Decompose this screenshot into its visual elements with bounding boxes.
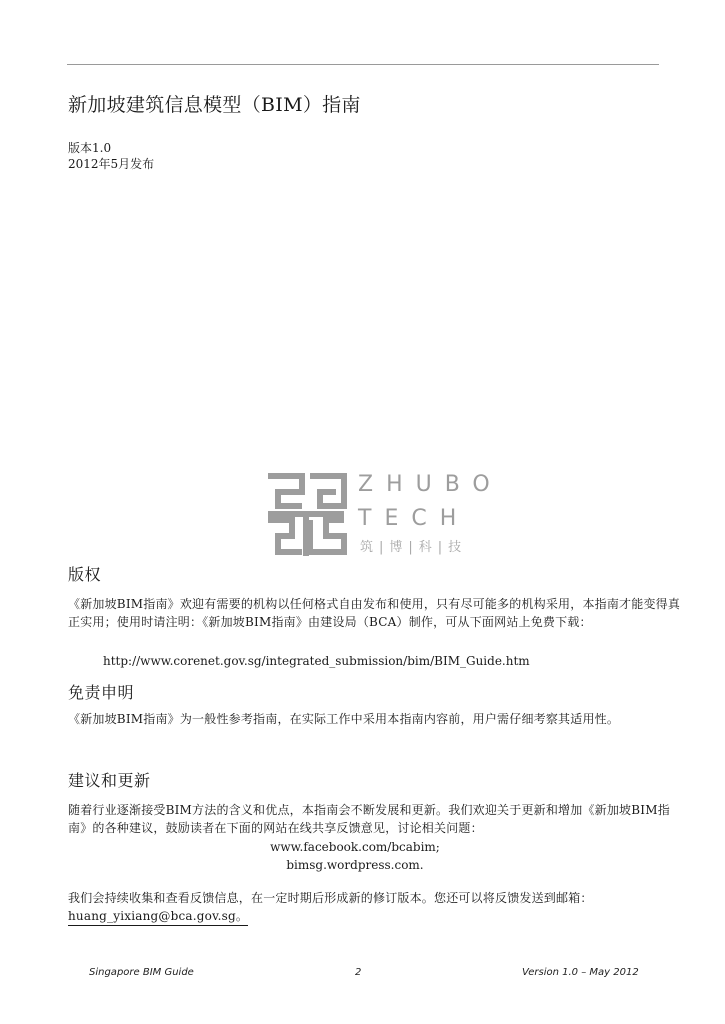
footer-page-number: 2 — [355, 967, 362, 978]
header-rule — [67, 64, 659, 65]
updates-body: 随着行业逐渐接受BIM方法的含义和优点，本指南会不断发展和更新。我们欢迎关于更新和增加《新加坡BIM指南》的各种建议，鼓励读者在下面的网站在线共享反馈意见，讨论相关问题： — [68, 803, 670, 835]
release-date: 2012年5月发布 — [68, 157, 155, 171]
guide-download-link[interactable]: http://www.corenet.gov.sg/integrated_submission/bim/BIM_Guide.htm — [103, 654, 530, 668]
facebook-link[interactable]: www.facebook.com/bcabim; — [270, 840, 440, 854]
feedback-email-link[interactable] — [68, 909, 248, 926]
footer-version: Version 1.0 – May 2012 — [522, 967, 639, 978]
copyright-body: 《新加坡BIM指南》欢迎有需要的机构以任何格式自由发布和使用，只有尽可能多的机构采用，本指南才能变得真正实用；使用时请注明：《新加坡BIM指南》由建设局（BCA）制作，可从下面网站上免费下载： — [68, 597, 681, 629]
copyright-heading: 版权 — [68, 565, 102, 584]
version-label: 版本1.0 — [68, 141, 112, 155]
feedback-text: 我们会持续收集和查看反馈信息，在一定时期后形成新的修订版本。您还可以将反馈发送到邮箱： — [68, 891, 593, 905]
watermark-brand-line-2: TECH — [358, 506, 470, 531]
email-address[interactable]: huang_yixiang@bca.gov.sg — [68, 909, 236, 923]
footer-doc-name: Singapore BIM Guide — [89, 967, 194, 978]
feedback-paragraph — [68, 889, 688, 925]
zhubo-logo-mark-icon — [264, 470, 348, 558]
wordpress-link[interactable]: bimsg.wordpress.com. — [286, 858, 424, 872]
watermark-brand-cn: 筑|博|科|技 — [360, 540, 468, 555]
disclaimer-body: 《新加坡BIM指南》为一般性参考指南，在实际工作中采用本指南内容前，用户需仔细考察其适用性。 — [68, 712, 620, 726]
email-suffix: 。 — [235, 909, 249, 923]
watermark-brand-line-1: ZHUBO — [358, 472, 503, 497]
disclaimer-heading: 免责申明 — [68, 683, 135, 702]
updates-heading: 建议和更新 — [68, 771, 151, 790]
document-title: 新加坡建筑信息模型（BIM）指南 — [68, 94, 361, 116]
watermark-logo — [264, 470, 503, 562]
